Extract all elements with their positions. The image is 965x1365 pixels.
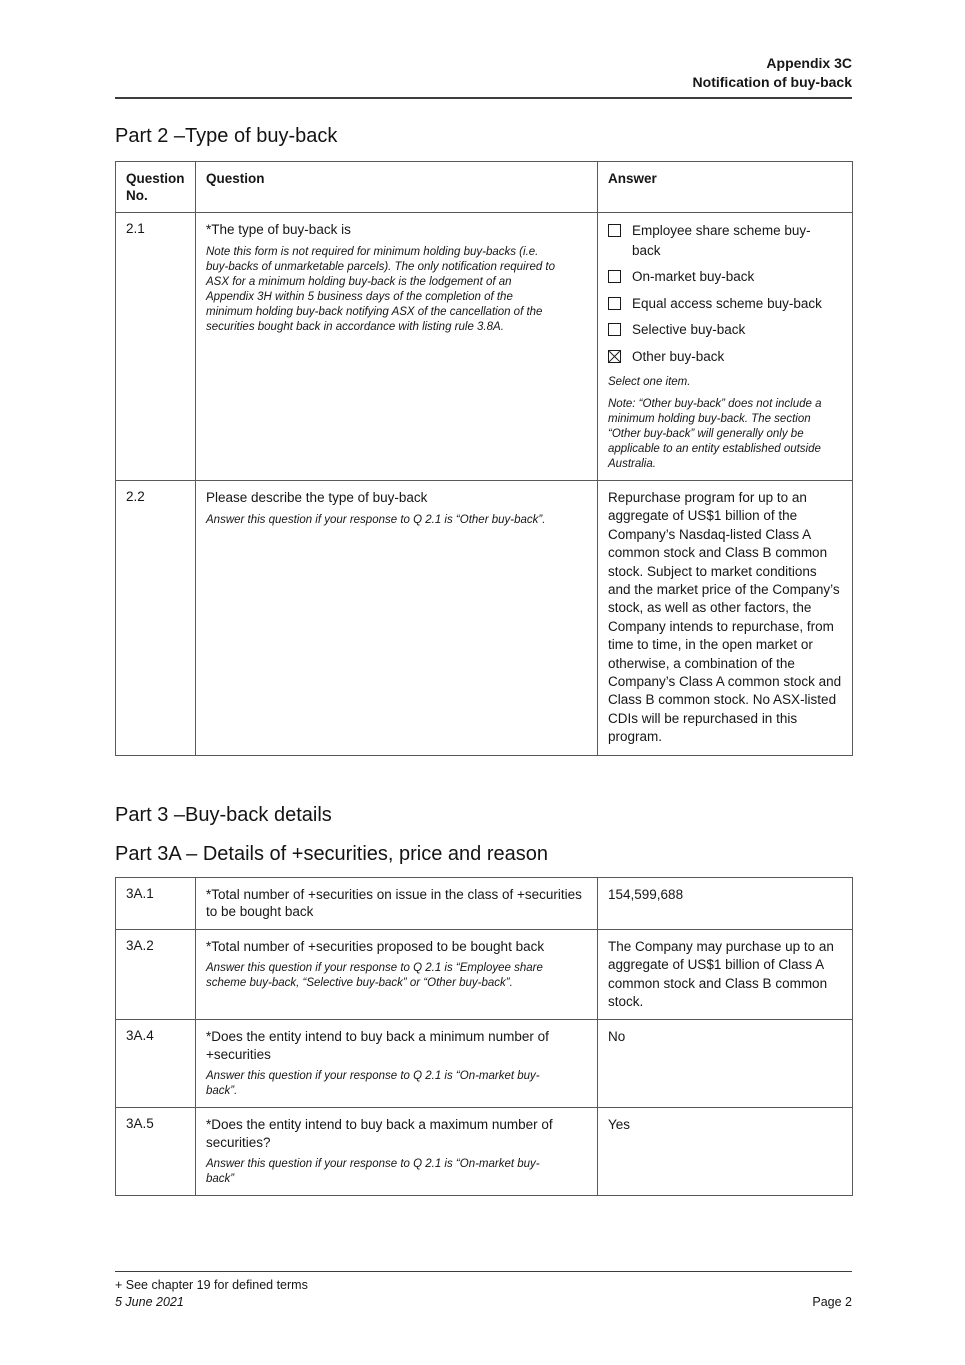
part2-header-row: [116, 162, 853, 213]
column-header-question: Question: [196, 162, 598, 213]
document-header: [115, 54, 852, 99]
question-no: 3A.4: [116, 1020, 196, 1108]
checkbox-unchecked-icon[interactable]: [608, 323, 621, 336]
table-row-2-2: [116, 481, 853, 756]
checkbox-option-employee-share-scheme: [608, 221, 842, 260]
table-row-3a-5: [116, 1108, 853, 1196]
question-no: 2.2: [116, 481, 196, 756]
question-note: Answer this question if your response to Q 2.1 is “Other buy-back”.: [206, 513, 546, 526]
page-footer: [115, 1271, 852, 1310]
checkbox-unchecked-icon[interactable]: [608, 297, 621, 310]
answer-text: Repurchase program for up to an aggregate of US$1 billion of the Company’s Nasdaq-listed Class A common stock and Class B common stock. Subject to market conditions and the market price of the Company’s stock, as well as other factors, the Company intends to repurchase, from time to time, in the open market or otherwise, a combination of the Company’s Class A common stock and Class B common stock. No ASX-listed CDIs will be repurchased in this program.: [608, 490, 842, 745]
question-no: 3A.2: [116, 929, 196, 1020]
question-text: Please describe the type of buy-back: [206, 490, 428, 505]
part3a-table: [115, 877, 853, 1197]
question-text: *Total number of +securities on issue in the class of +securities to be bought back: [206, 886, 582, 920]
column-header-answer: Answer: [598, 162, 853, 213]
answer-text: Yes: [608, 1117, 631, 1133]
part3-heading: Part 3 –Buy-back details: [115, 803, 332, 826]
checkbox-checked-icon[interactable]: [608, 350, 621, 363]
other-buyback-note: Note: “Other buy-back” does not include a minimum holding buy-back. The section “Other buy-back” will generally only be applicable to an entity established outside Australia.: [608, 398, 822, 470]
table-row-2-1: [116, 213, 853, 481]
page-number: Page 2: [812, 1294, 852, 1309]
table-row-3a-2: [116, 929, 853, 1020]
part3a-heading: Part 3A – Details of +securities, price and reason: [115, 842, 549, 865]
checkbox-label: On-market buy-back: [632, 269, 755, 284]
part2-table: [115, 161, 853, 756]
checkbox-option-on-market: [608, 267, 842, 287]
header-subtitle: Notification of buy-back: [692, 73, 852, 90]
question-note: Answer this question if your response to Q 2.1 is “On-market buy-back”: [206, 1158, 540, 1186]
checkbox-label: Other buy-back: [632, 348, 725, 364]
question-text: *The type of buy-back is: [206, 222, 351, 237]
checkbox-label: Selective buy-back: [632, 322, 746, 337]
checkbox-label: Employee share scheme buy-back: [632, 223, 811, 258]
question-no: 2.1: [116, 213, 196, 481]
checkbox-option-selective: [608, 320, 842, 340]
footer-date: 5 June 2021: [115, 1294, 184, 1309]
table-row-3a-1: [116, 877, 853, 929]
question-note: Answer this question if your response to Q 2.1 is “On-market buy-back”.: [206, 1070, 540, 1098]
question-note: Note this form is not required for minimum holding buy-backs (i.e. buy-backs of unmarketable parcels). The only notification required to ASX for a minimum holding buy-back is the lodgement of an Appendix 3H within 5 business days of the completion of the minimum holding buy-back notifying ASX of the cancellation of the securities bought back in accordance with listing rule 3.8A.: [206, 245, 556, 333]
page-content: [115, 0, 852, 1196]
question-text: *Total number of +securities proposed to be bought back: [206, 938, 545, 954]
question-no: 3A.1: [116, 877, 196, 929]
select-one-item-note: Select one item.: [608, 376, 691, 388]
question-text: *Does the entity intend to buy back a minimum number of +securities: [206, 1029, 549, 1062]
answer-text: No: [608, 1029, 626, 1045]
question-note: Answer this question if your response to Q 2.1 is “Employee share scheme buy-back, “Selective buy-back” or “Other buy-back”.: [206, 962, 543, 990]
table-row-3a-4: [116, 1020, 853, 1108]
checkbox-label: Equal access scheme buy-back: [632, 295, 822, 311]
checkbox-option-other: [608, 347, 842, 367]
answer-text: 154,599,688: [608, 886, 684, 902]
answer-text: The Company may purchase up to an aggregate of US$1 billion of Class A common stock and Class B common stock.: [608, 938, 834, 1009]
checkbox-unchecked-icon[interactable]: [608, 224, 621, 237]
checkbox-unchecked-icon[interactable]: [608, 270, 621, 283]
defined-terms-note: + See chapter 19 for defined terms: [115, 1278, 308, 1292]
part2-heading: Part 2 –Type of buy-back: [115, 125, 338, 147]
question-text: *Does the entity intend to buy back a maximum number of securities?: [206, 1117, 553, 1150]
checkbox-option-equal-access-scheme: [608, 294, 842, 314]
question-no: 3A.5: [116, 1108, 196, 1196]
header-title: Appendix 3C: [766, 55, 852, 71]
column-header-question-no: Question No.: [116, 162, 196, 213]
